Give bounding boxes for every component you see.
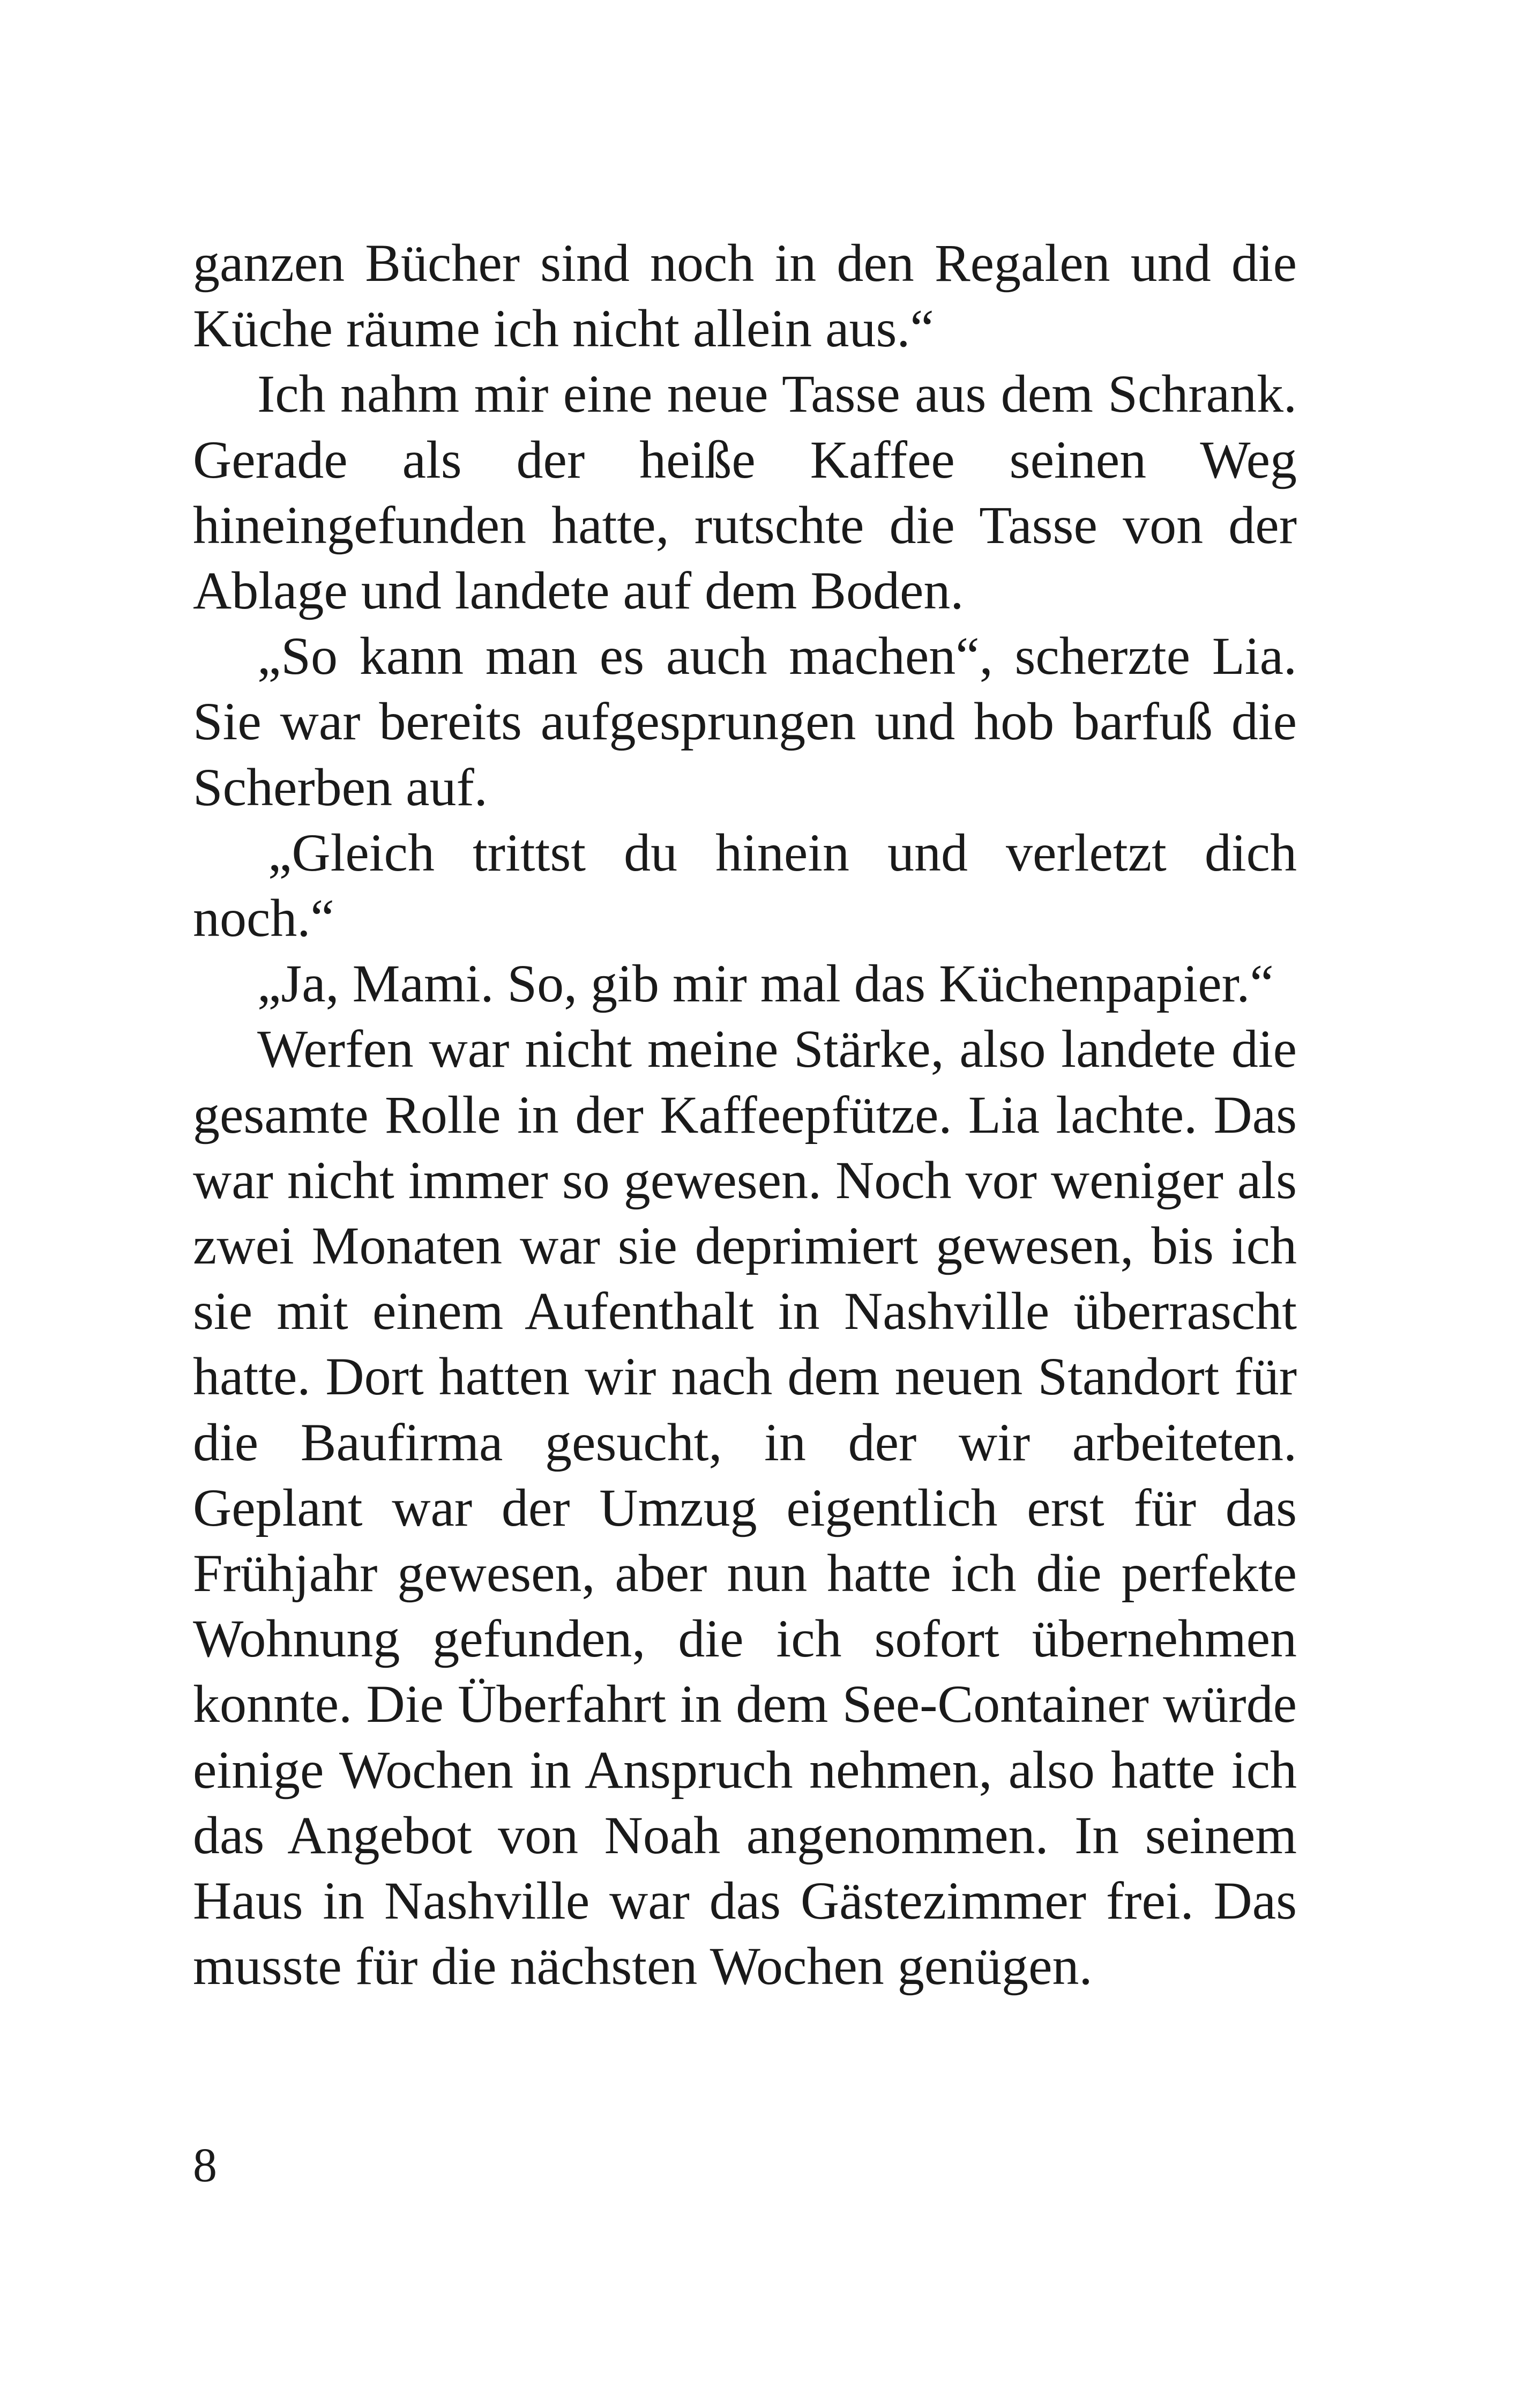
paragraph-warning: „Gleich trittst du hinein und verletzt dich noch.“ (193, 822, 1297, 948)
paragraph-continuation: ganzen Bücher sind noch in den Regalen und die Küche räume ich nicht allein aus.“ (193, 233, 1297, 359)
paragraph-moving: Werfen war nicht meine Stärke, also landete die gesamte Rolle in der Kaffeepfütze. Lia lachte. Das war nicht immer so gewesen. Noch vor weniger als zwei Monaten war sie deprimiert gewesen, bis ich sie mit einem Aufenthalt in Nashville überrascht hatte. Dort hatten wir nach dem neuen Standort für die Baufirma gesucht, in der wir arbeiteten. Geplant war der Umzug eigentlich erst für das Frühjahr gewesen, aber nun hatte ich die perfekte Wohnung gefunden, die ich sofort übernehmen konnte. Die Überfahrt in dem See-Container würde einige Wochen in Anspruch nehmen, also hatte ich das Angebot von Noah angenommen. In seinem Haus in Nashville war das Gästezimmer frei. Das musste für die nächsten Wochen genügen. (193, 1019, 1297, 1996)
page-number: 8 (193, 2139, 217, 2192)
paragraph-mami: „Ja, Mami. So, gib mir mal das Küchenpapier.“ (257, 954, 1274, 1014)
paragraph-lia-joke: „So kann man es auch machen“, scherzte Lia. Sie war bereits aufgesprungen und hob barfuß die Scherben auf. (193, 626, 1297, 817)
body-text (193, 231, 1297, 1999)
paragraph-cup: Ich nahm mir eine neue Tasse aus dem Schrank. Gerade als der heiße Kaffee seinen Weg hineingefunden hatte, rutschte die Tasse von der Ablage und landete auf dem Boden. (193, 364, 1297, 621)
